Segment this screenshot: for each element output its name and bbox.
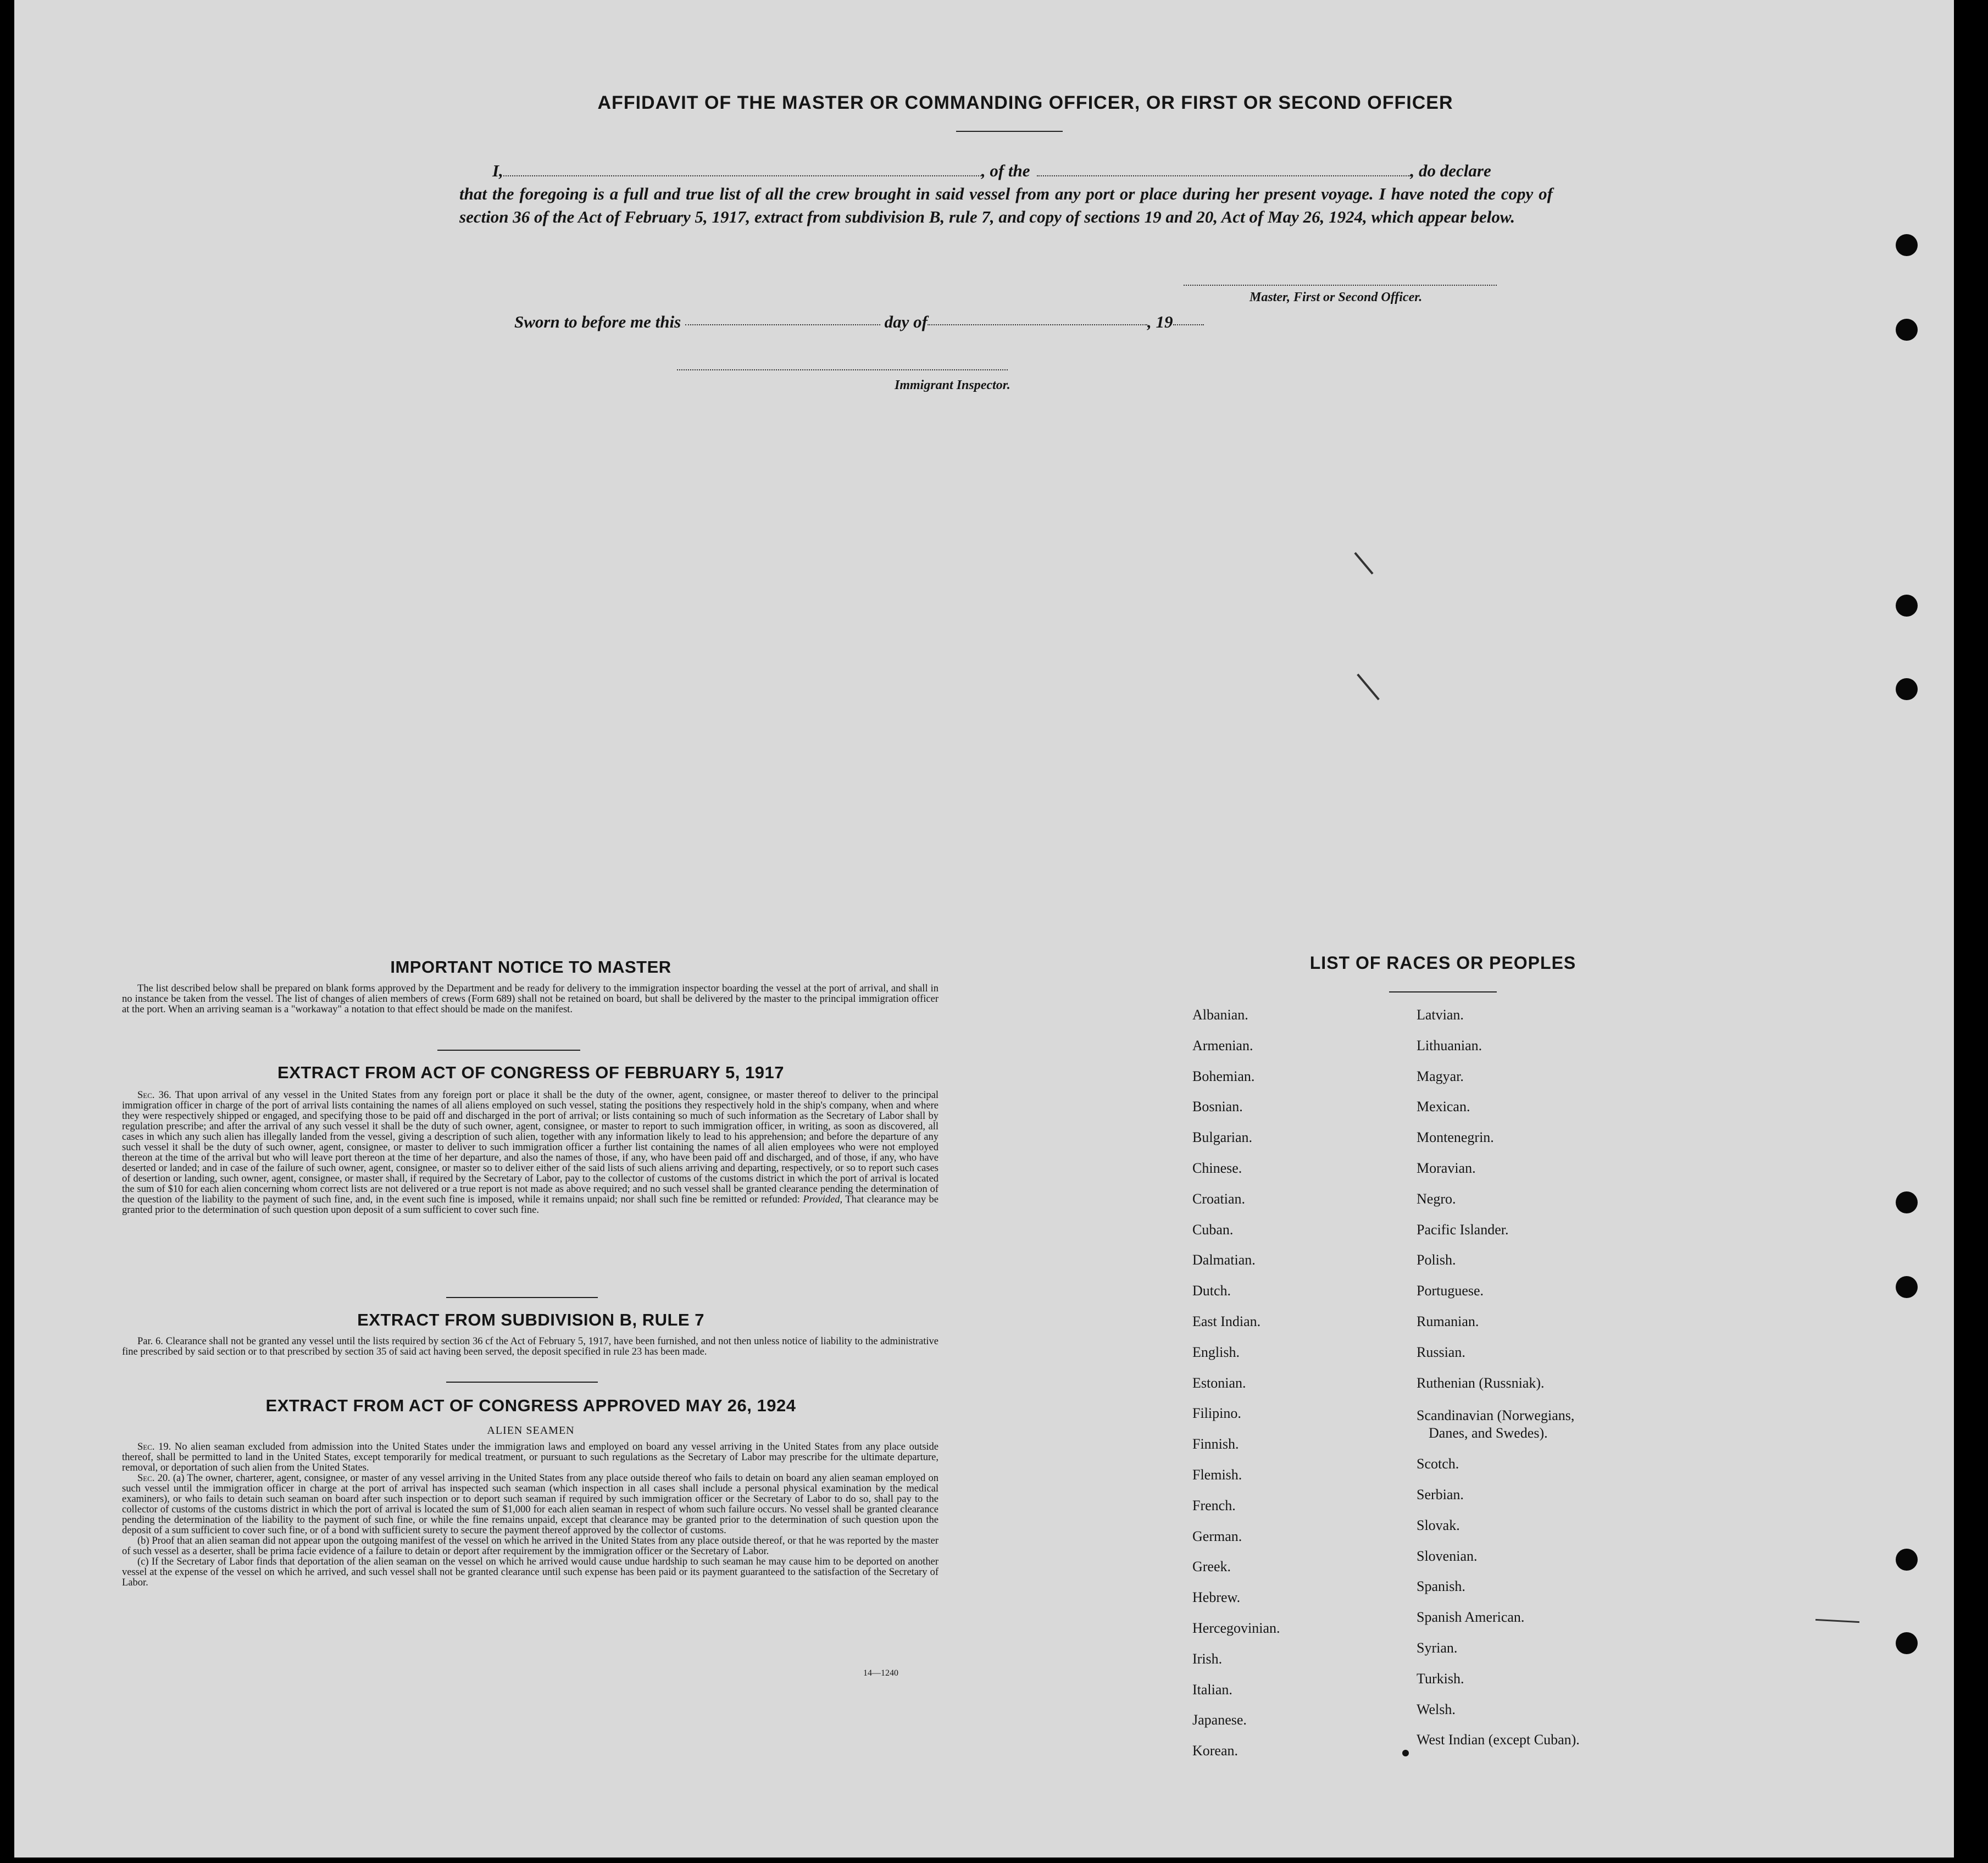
binder-hole — [1896, 319, 1918, 341]
race-item: Korean. — [1192, 1743, 1239, 1759]
notice-text — [122, 984, 939, 1015]
sworn-prefix: Sworn to before me this — [514, 312, 681, 331]
race-item: Syrian. — [1417, 1640, 1458, 1656]
sworn-day-of: day of — [884, 312, 928, 331]
sec-20c-text: (c) If the Secretary of Labor finds that deportation of the alien seaman on the vessel on which he arrived would cause undue hardship to such seaman he may cause him to be deported on another vessel at the expense of the vessel on which he arrived, and such vessel shall not be granted clearance until such expense has been paid or its payment guaranteed to the satisfaction of the Secretary of Labor. — [122, 1556, 939, 1588]
sec-19-text: No alien seaman excluded from admission into the United States under the immigration laws and employed on board any vessel arriving in the United States from any place outside thereof, shall be permitted to land in the United States, except temporarily for medical treatment, or pursuant to such regulations as the Secretary of Labor may prescribe for the ultimate departure, removal, or deportation of such alien from the United States. — [122, 1441, 939, 1473]
name-blank[interactable] — [503, 175, 981, 176]
sec-36-text-end: That clearance may be granted prior to the determination of such question upon deposit of a sum sufficient to cover such fine. — [122, 1194, 939, 1216]
affidavit-line-1 — [459, 159, 1553, 182]
race-item: Japanese. — [1192, 1712, 1247, 1728]
race-item: Spanish American. — [1417, 1609, 1525, 1625]
inspector-signature-line[interactable] — [677, 369, 1008, 370]
race-item: Croatian. — [1192, 1191, 1246, 1207]
document-page — [14, 0, 1954, 1858]
race-item: Chinese. — [1192, 1160, 1242, 1176]
race-item: East Indian. — [1192, 1313, 1261, 1329]
race-item: Bosnian. — [1192, 1099, 1243, 1115]
form-number: 14—1240 — [863, 1668, 898, 1678]
race-item: Pacific Islander. — [1417, 1222, 1509, 1238]
race-item: Bohemian. — [1192, 1068, 1255, 1084]
race-item: Albanian. — [1192, 1007, 1248, 1023]
race-item: Mexican. — [1417, 1099, 1470, 1115]
affidavit-title: AFFIDAVIT OF THE MASTER OR COMMANDING OFFICER, OR FIRST OR SECOND OFFICER — [597, 92, 1453, 113]
divider-2 — [446, 1297, 598, 1298]
ink-dot — [1402, 1750, 1409, 1756]
sec-20b-text: (b) Proof that an alien seaman did not appear upon the outgoing manifest of the vessel on which he arrived in the United States from any place outside thereof, or that he was reported by the master of such vessel as a deserter, shall be prima facie evidence of a failure to detain or deport after requirement by the immigration officer or the Secretary of Labor. — [122, 1535, 939, 1557]
race-item: Cuban. — [1192, 1222, 1234, 1238]
par-6-label: Par. 6. — [137, 1336, 163, 1347]
binder-hole — [1896, 1549, 1918, 1571]
race-item: Hercegovinian. — [1192, 1620, 1280, 1636]
race-item: Hebrew. — [1192, 1589, 1241, 1605]
race-item: Rumanian. — [1417, 1313, 1479, 1329]
binder-hole — [1896, 234, 1918, 256]
race-item: English. — [1192, 1344, 1240, 1360]
race-item: Spanish. — [1417, 1578, 1465, 1594]
race-item: French. — [1192, 1498, 1236, 1513]
race-item: Portuguese. — [1417, 1283, 1484, 1299]
races-title-rule — [1389, 991, 1497, 993]
provided-word: Provided, — [803, 1194, 843, 1205]
label-declare: , do declare — [1410, 161, 1491, 180]
sworn-year-blank[interactable] — [1173, 324, 1204, 325]
sworn-month-blank[interactable] — [928, 324, 1147, 325]
bleed-mark — [1354, 552, 1373, 575]
race-item: Estonian. — [1192, 1375, 1246, 1391]
binder-hole — [1896, 1191, 1918, 1213]
race-item: Negro. — [1417, 1191, 1456, 1207]
sworn-year: , 19 — [1147, 312, 1173, 331]
race-item: Dutch. — [1192, 1283, 1231, 1299]
race-item: Greek. — [1192, 1559, 1231, 1574]
race-item: Filipino. — [1192, 1405, 1241, 1421]
binder-hole — [1896, 1632, 1918, 1654]
race-item: Magyar. — [1417, 1068, 1464, 1084]
extract-1924-text — [122, 1442, 939, 1588]
race-item: Russian. — [1417, 1344, 1465, 1360]
sworn-line — [514, 312, 1204, 332]
sec-36-label: Sec. 36. — [137, 1090, 171, 1101]
race-item: Lithuanian. — [1417, 1038, 1482, 1054]
sec-36-text: That upon arrival of any vessel in the United States from any foreign port or place it shall be the duty of the owner, agent, consignee, or master thereof to deliver to the principal immigration officer in charge of the port of arrival lists containing the names of all aliens employed on such vessel, stating the positions they respectively hold in the ship's company, when and where they were respectively shipped or engaged, and specifying those to be paid off and discharged in the port of arrival; or lists containing so much of such information as the Secretary of Labor shall by regulation prescribe; and after the arrival of any such vessel it shall be the duty of such owner, agent, consignee, or master to report to such immigration officer, in writing, as soon as discovered, all cases in which any such alien has illegally landed from the vessel, giving a description of such alien, together with any information likely to lead to his apprehension; and before the departure of any such vessel it shall be the duty of such owner, agent, consignee, or master to deliver to such immigration officer a further list containing the names of all alien employees who were not employed thereon at the time of the arrival but who will leave port thereon at the time of her departure, and also the names of those, if any, who have been paid off and discharged, and of those, if any, who have deserted or landed; and in case of the failure of such owner, agent, consignee, or master so to deliver either of the said lists of such aliens arriving and departing, respectively, or so to report such cases of desertion or landing, such owner, agent, consignee, or master shall, if required by the Secretary of Labor, pay to the collector of customs of the customs district in which the port of arrival is located the sum of $10 for each alien concerning whom correct lists are not delivered or a true report is not made as above required; and no such vessel shall be granted clearance pending the determination of the question of the liability to the payment of such fine, and, in the event such fine is imposed, while it remains unpaid; nor shall such fine be remitted or refunded: — [122, 1090, 939, 1205]
race-item: Italian. — [1192, 1682, 1232, 1698]
race-item: Bulgarian. — [1192, 1129, 1253, 1145]
sec-20-label: Sec. 20. — [137, 1473, 170, 1484]
race-item: Dalmatian. — [1192, 1252, 1256, 1268]
race-item: Slovak. — [1417, 1517, 1460, 1533]
extract-1917-title: EXTRACT FROM ACT OF CONGRESS OF FEBRUARY 5, 1917 — [277, 1063, 784, 1082]
race-item: West Indian (except Cuban). — [1417, 1732, 1580, 1748]
race-item: Turkish. — [1417, 1671, 1464, 1687]
inspector-label: Immigrant Inspector. — [895, 378, 1010, 392]
race-item: Latvian. — [1417, 1007, 1464, 1023]
race-item: Moravian. — [1417, 1160, 1476, 1176]
master-signature-line[interactable] — [1184, 285, 1497, 286]
race-item: Finnish. — [1192, 1436, 1239, 1452]
notice-title: IMPORTANT NOTICE TO MASTER — [390, 957, 671, 977]
extract-1924-title: EXTRACT FROM ACT OF CONGRESS APPROVED MAY 26, 1924 — [265, 1396, 796, 1415]
alien-seamen-subtitle: ALIEN SEAMEN — [487, 1424, 575, 1437]
race-item: Irish. — [1192, 1651, 1223, 1667]
race-item: Flemish. — [1192, 1467, 1242, 1483]
divider-1 — [437, 1050, 580, 1051]
race-item: Scotch. — [1417, 1456, 1459, 1472]
race-item: Montenegrin. — [1417, 1129, 1494, 1145]
par-6-text: Clearance shall not be granted any vessel until the lists required by section 36 cf the Act of February 5, 1917, have been furnished, and not then unless notice of liability to the administrative fine prescribed by said section or to that prescribed by section 35 of said act having been served, the deposit specified in rule 23 has been made. — [122, 1336, 939, 1357]
extract-rule7-title: EXTRACT FROM SUBDIVISION B, RULE 7 — [357, 1310, 704, 1329]
sec-20a-text: (a) The owner, charterer, agent, consignee, or master of any vessel arriving in the United States from any place outside thereof who fails to detain on board any alien seaman employed on such vessel until the immigration officer in charge at the port of arrival has inspected such seaman (which inspection in all cases shall include a personal physical examination by the medical examiners), or who fails to detain such seaman on board after such inspection or to deport such seaman if required by such immigration officer or the Secretary of Labor to do so, shall pay to the collector of customs of the customs district in which the port of arrival is located the sum of $1,000 for each alien seaman in respect of whom such failure occurs. No vessel shall be granted clearance pending the determination of the liability to the payment of such fine, or while the fine remains unpaid, except that clearance may be granted prior to the determination of such question upon the deposit of a sum sufficient to cover such fine, or of a bond with sufficient surety to secure the payment thereof approved by the collector of customs. — [122, 1473, 939, 1536]
sec-19-label: Sec. 19. — [137, 1441, 171, 1452]
race-item: Polish. — [1417, 1252, 1456, 1268]
sworn-day-blank[interactable] — [685, 324, 880, 325]
extract-1917-text — [122, 1090, 939, 1216]
binder-hole — [1896, 595, 1918, 617]
label-i: I, — [492, 161, 503, 180]
race-item: Scandinavian (Norwegians, — [1417, 1407, 1575, 1423]
title-rule — [956, 131, 1063, 132]
race-item: Armenian. — [1192, 1038, 1253, 1054]
vessel-blank[interactable] — [1037, 175, 1411, 176]
divider-3 — [446, 1382, 598, 1383]
race-item: German. — [1192, 1528, 1242, 1544]
label-of-the: , of the — [981, 161, 1030, 180]
race-item: Ruthenian (Russniak). — [1417, 1375, 1545, 1391]
binder-hole — [1896, 1276, 1918, 1298]
affidavit-body: that the foregoing is a full and true list of all the crew brought in said vessel from any port or place during her present voyage. I have noted the copy of section 36 of the Act of February 5, 1917, extract from subdivision B, rule 7, and copy of sections 19 and 20, Act of May 26, 1924, which appear below. — [459, 184, 1553, 226]
bleed-mark — [1357, 674, 1380, 701]
binder-hole — [1896, 678, 1918, 700]
affidavit-text — [459, 159, 1553, 229]
race-item: Serbian. — [1417, 1487, 1464, 1502]
race-item: Slovenian. — [1417, 1548, 1478, 1564]
extract-rule7-text — [122, 1337, 939, 1357]
notice-paragraph: The list described below shall be prepared on blank forms approved by the Department and be ready for delivery to the immigration inspector boarding the vessel at the port of arrival, and shall in no instance be taken from the vessel. The list of changes of alien members of crews (Form 689) shall not be retained on board, but shall be delivered by the master to the principal immigration officer at the port. When an arriving seaman is a "workaway" a notation to that effect should be made on the manifest. — [122, 983, 939, 1015]
race-item: Welsh. — [1417, 1701, 1456, 1717]
races-title: LIST OF RACES OR PEOPLES — [1309, 953, 1576, 973]
master-label: Master, First or Second Officer. — [1250, 290, 1423, 304]
pen-mark — [1815, 1619, 1859, 1623]
race-item: Danes, and Swedes). — [1429, 1425, 1548, 1441]
